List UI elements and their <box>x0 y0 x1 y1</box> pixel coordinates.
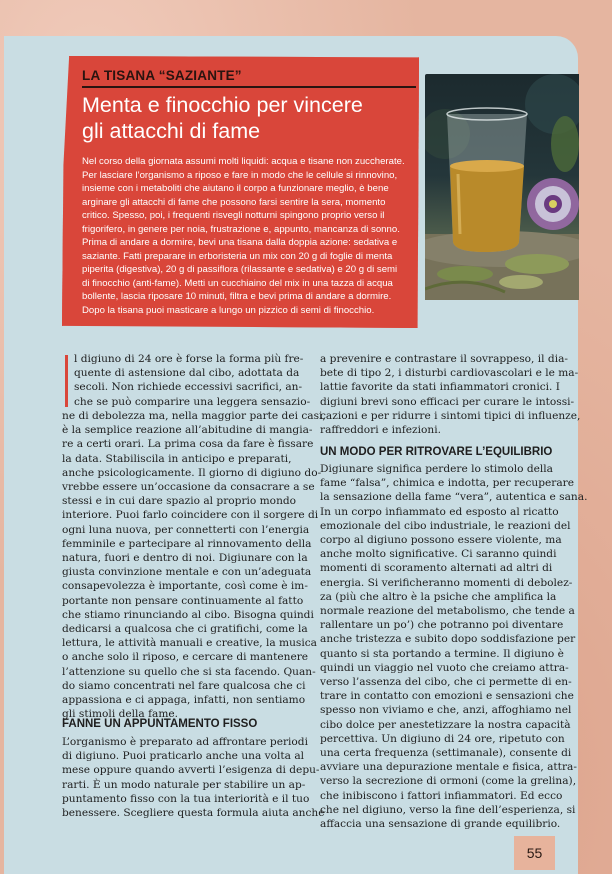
tea-photo <box>425 74 579 300</box>
body-line: quanto si sta portando a termine. Il digiuno è <box>320 647 564 660</box>
body-line: normale reazione del metabolismo, che tende a <box>320 605 575 618</box>
body-line: consapevolezza è importante, così come è im- <box>62 580 308 593</box>
box-headline <box>82 92 412 144</box>
body-line: raffreddori e infezioni. <box>320 424 441 437</box>
body-line: a prevenire e contrastare il sovrappeso, il dia- <box>320 353 568 365</box>
body-line: cibo dolce per anestetizzare la nostra capacità <box>320 718 571 731</box>
body-line: una certa frequenza (settimanale), consente di <box>320 747 572 760</box>
body-line: dedicarsi a qualcosa che ci gratifichi, come la <box>62 623 308 636</box>
body-line: avviare una depurazione mentale e fisica, attra- <box>320 761 577 774</box>
body-line: momenti di scoramento alternati ad altri di <box>320 562 553 575</box>
body-line: che stiamo rinunciando al cibo. Bisogna quindi <box>62 608 314 621</box>
body-line: energia. Si verificheranno momenti di debolez- <box>320 576 573 589</box>
body-line: fame “falsa”, chimica e indotta, per recuperare <box>320 477 574 490</box>
body-line: ne di debolezza ma, nella maggior parte dei casi, <box>62 410 326 422</box>
body-line: verso l’assenza del cibo, che ci permette di en- <box>320 676 572 689</box>
body-line: re a certi orari. La prima cosa da fare è fissare <box>62 438 314 451</box>
body-line: cazioni e per ridurre i sintomi tipici di influenze, <box>320 409 581 422</box>
body-line: di digiuno. Puoi praticarlo anche una volta al <box>62 750 305 763</box>
body-line: lettura, le attività manuali e creative, la musica <box>62 637 318 650</box>
article-column-left-section2 <box>62 735 325 820</box>
body-line: za (più che altro è la psiche che amplifica la <box>320 590 557 603</box>
body-line: affaccia una sensazione di grande equilibrio. <box>320 818 561 831</box>
body-line: emozionale del cibo industriale, le reazioni del <box>320 519 571 532</box>
intro-line: critico. Spesso, poi, i frequenti risvegli notturni spingono proprio verso il <box>82 210 385 221</box>
body-line: è la semplice reazione all’abitudine di mangia- <box>62 424 313 437</box>
body-line: quindi un viaggio nel vuoto che creiamo attra- <box>320 661 569 674</box>
body-line: do siamo concentrati nel fare qualcosa che ci <box>62 679 306 692</box>
body-line: L’organismo è preparato ad affrontare periodi <box>62 736 308 748</box>
body-line: digiuni brevi sono efficaci per curare le intossi- <box>320 395 575 408</box>
body-line: l’attenzione su quello che si sta facendo. Quan- <box>62 665 316 678</box>
body-line: portante non pensare continuamente al fatto <box>62 594 304 607</box>
body-line: spesso non viviamo e che, anzi, affoghiamo nel <box>320 704 572 717</box>
article-column-left <box>74 352 324 409</box>
intro-line: piperita (digestiva), 20 g di passiflora (rilassante e sedativa) e 20 g di semi <box>82 264 398 275</box>
body-line: stessi e in cui dare spazio al proprio mondo <box>62 495 297 508</box>
body-line: o anche solo il riposo, e cercare di mantenere <box>62 651 309 664</box>
intro-line: bollente, lascia riposare 10 minuti, filtra e bevi prima di andare a dormire. <box>82 291 392 302</box>
body-line: femminile e partecipare al rinnovamento della <box>62 537 312 550</box>
body-line: rallentare un po’) che potranno poi diventare <box>320 619 564 632</box>
intro-line: insieme con i metaboliti che aiutano il corpo a funzionare meglio, è bene <box>82 183 389 194</box>
intro-line: Per lasciare l’organismo a riposo e fare in modo che le cellule si rinnovino, <box>82 169 398 181</box>
body-line: ogni luna nuova, per connetterti con l’energia <box>62 523 310 536</box>
body-line: gli stimoli della fame. <box>62 708 179 721</box>
body-line: quente di astensione dal cibo, adottata da <box>74 367 300 380</box>
body-line: benessere. Scegliere questa formula aiuta anche <box>62 807 325 820</box>
body-line: vrebbe essere un’occasione da consacrare a se <box>62 481 315 494</box>
body-line: bete di tipo 2, i disturbi cardiovascolari e le ma- <box>320 367 579 380</box>
body-line: Digiunare significa perdere lo stimolo della <box>320 463 553 475</box>
article-column-right-section2 <box>320 462 588 831</box>
body-line: verso la secrezione di ormoni (come la grelina), <box>320 775 577 788</box>
body-line: che se può comparire una leggera sensazio- <box>74 395 311 408</box>
tea-illustration <box>425 74 579 300</box>
intro-line: Dopo la tisana puoi masticare a lungo un pizzico di semi di finocchio. <box>82 304 375 316</box>
article-column-left-cont <box>62 409 326 721</box>
intro-line: frigorifero, in genere per noia, frustrazione e, appunto, mancanza di sonno. <box>82 223 400 235</box>
dropcap <box>65 355 68 407</box>
body-line: che inibiscono i fattori infiammatori. Ed ecco <box>320 789 563 802</box>
body-line: trare in contatto con emozioni e sensazioni che <box>320 690 574 703</box>
intro-line: saziante. Fatti preparare in erboristeria un mix con 20 g di foglie di menta <box>82 250 393 262</box>
headline-line: gli attacchi di fame <box>82 119 261 143</box>
body-line: interiore. Puoi farlo coincidere con il sorgere di <box>62 509 319 522</box>
intro-line: arginare gli attacchi di fame che possono farsi sentire la sera, momento <box>82 196 386 208</box>
body-line: lattie favorite da stati infiammatori cronici. I <box>320 381 560 394</box>
body-line: anche molto significative. Ci saranno quindi <box>320 548 557 561</box>
intro-line: di finocchio (anti-fame). Metti un cucchiaino del mix in una tazza di acqua <box>82 277 393 289</box>
article-column-right <box>320 352 581 437</box>
box-intro <box>82 155 418 317</box>
body-line: natura, fuori e dentro di noi. Digiunare con la <box>62 552 308 565</box>
body-line: corpo al digiuno possono essere violente, ma <box>320 534 562 547</box>
body-line: giusta convinzione mentale e con un’adeguata <box>62 566 312 579</box>
intro-line: Prima di andare a dormire, bevi una tisana dalla doppia azione: sedativa e <box>82 237 398 248</box>
subhead-equilibrio: UN MODO PER RITROVARE L’EQUILIBRIO <box>320 446 553 458</box>
body-line: che nel digiuno, verso la fine dell’esperienza, si <box>320 803 576 816</box>
subhead-appuntamento: FANNE UN APPUNTAMENTO FISSO <box>62 718 258 730</box>
body-line: percettiva. Un digiuno di 24 ore, ripetuto con <box>320 732 565 745</box>
body-line: la sensazione della fame “vera”, autentica e sana. <box>320 491 588 504</box>
page-number: 55 <box>514 836 555 870</box>
body-line: la data. Stabiliscila in anticipo e preparati, <box>62 452 292 465</box>
box-kicker: LA TISANA “SAZIANTE” <box>82 68 242 83</box>
body-line: In un corpo infiammato ed esposto al ricatto <box>320 505 559 518</box>
body-line: secoli. Non richiede eccessivi sacrifici, an- <box>74 381 303 394</box>
body-line: puntamento fisso con la tua interiorità e il tuo <box>62 792 310 805</box>
body-line: mese oppure quando avverti l’esigenza di depu- <box>62 764 320 777</box>
body-line: appassiona e ci appaga, infatti, non sentiamo <box>62 694 306 707</box>
kicker-underline <box>82 86 416 88</box>
body-line: l digiuno di 24 ore è forse la forma più fre- <box>74 353 304 365</box>
intro-line: Nel corso della giornata assumi molti liquidi: acqua e tisane non zuccherate. <box>82 156 405 167</box>
body-line: anche tristezza e subito dopo soddisfazione per <box>320 633 576 646</box>
body-line: rarti. È un modo naturale per stabilire un ap- <box>62 778 306 791</box>
body-line: anche psicologicamente. Il giorno di digiuno do- <box>62 466 322 479</box>
headline-line: Menta e finocchio per vincere <box>82 93 363 117</box>
